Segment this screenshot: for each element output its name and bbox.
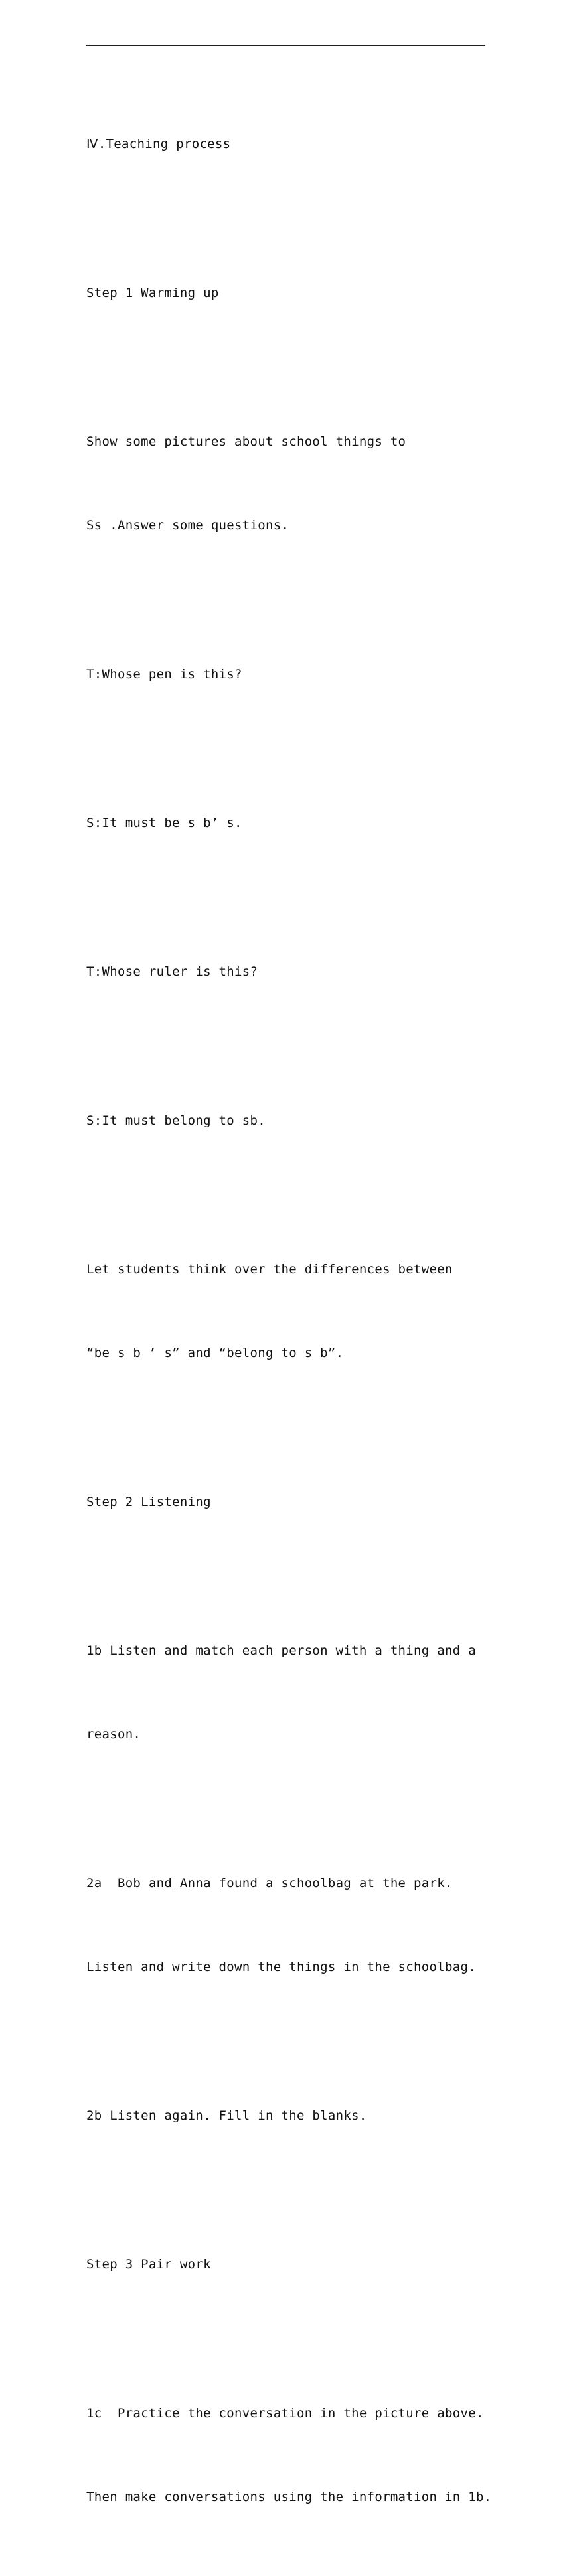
step1-title <box>86 223 491 363</box>
task-1c <box>86 2344 491 2567</box>
task-1b-line2: reason. <box>86 1727 141 1742</box>
section-title-text: Ⅳ.Teaching process <box>86 137 231 151</box>
task-2b-text: 2b Listen again. Fill in the blanks. <box>86 2108 367 2123</box>
dialogue-teacher-1-text: T:Whose pen is this? <box>86 667 242 682</box>
step1-intro-line1: Show some pictures about school things to <box>86 434 406 449</box>
task-1c-line2: Then make conversations using the information in 1b. <box>86 2490 492 2504</box>
task-2a-line1: 2a Bob and Anna found a schoolbag at the park. <box>86 1876 453 1890</box>
header-rule <box>86 45 485 46</box>
dialogue-student-2-text: S:It must belong to sb. <box>86 1113 266 1128</box>
step2-title-text: Step 2 Listening <box>86 1495 211 1509</box>
step1-title-text: Step 1 Warming up <box>86 286 219 300</box>
section-title <box>86 74 491 214</box>
task-2a-line2: Listen and write down the things in the schoolbag. <box>86 1960 476 1974</box>
step1-intro <box>86 372 491 595</box>
dialogue-teacher-2-text: T:Whose ruler is this? <box>86 965 258 979</box>
document-body <box>86 74 491 2576</box>
task-1c-line1: 1c Practice the conversation in the picture above. <box>86 2406 484 2421</box>
dialogue-student-2 <box>86 1051 491 1190</box>
think-over-line2: “be s b ’ s” and “belong to s b”. <box>86 1346 344 1360</box>
dialogue-student-1-text: S:It must be s b’ s. <box>86 816 242 830</box>
step2-title <box>86 1432 491 1572</box>
think-over-paragraph <box>86 1200 491 1423</box>
task-2b <box>86 2046 491 2185</box>
dialogue-teacher-2 <box>86 902 491 1042</box>
dialogue-student-1 <box>86 753 491 893</box>
dialogue-teacher-1 <box>86 604 491 744</box>
think-over-line1: Let students think over the differences between <box>86 1262 453 1277</box>
step3-title-text: Step 3 Pair work <box>86 2257 211 2272</box>
step1-intro-line2: Ss .Answer some questions. <box>86 518 289 533</box>
task-1b <box>86 1581 491 1804</box>
task-1b-line1: 1b Listen and match each person with a thing and a <box>86 1643 476 1658</box>
task-2a <box>86 1813 491 2037</box>
step3-title <box>86 2195 491 2334</box>
